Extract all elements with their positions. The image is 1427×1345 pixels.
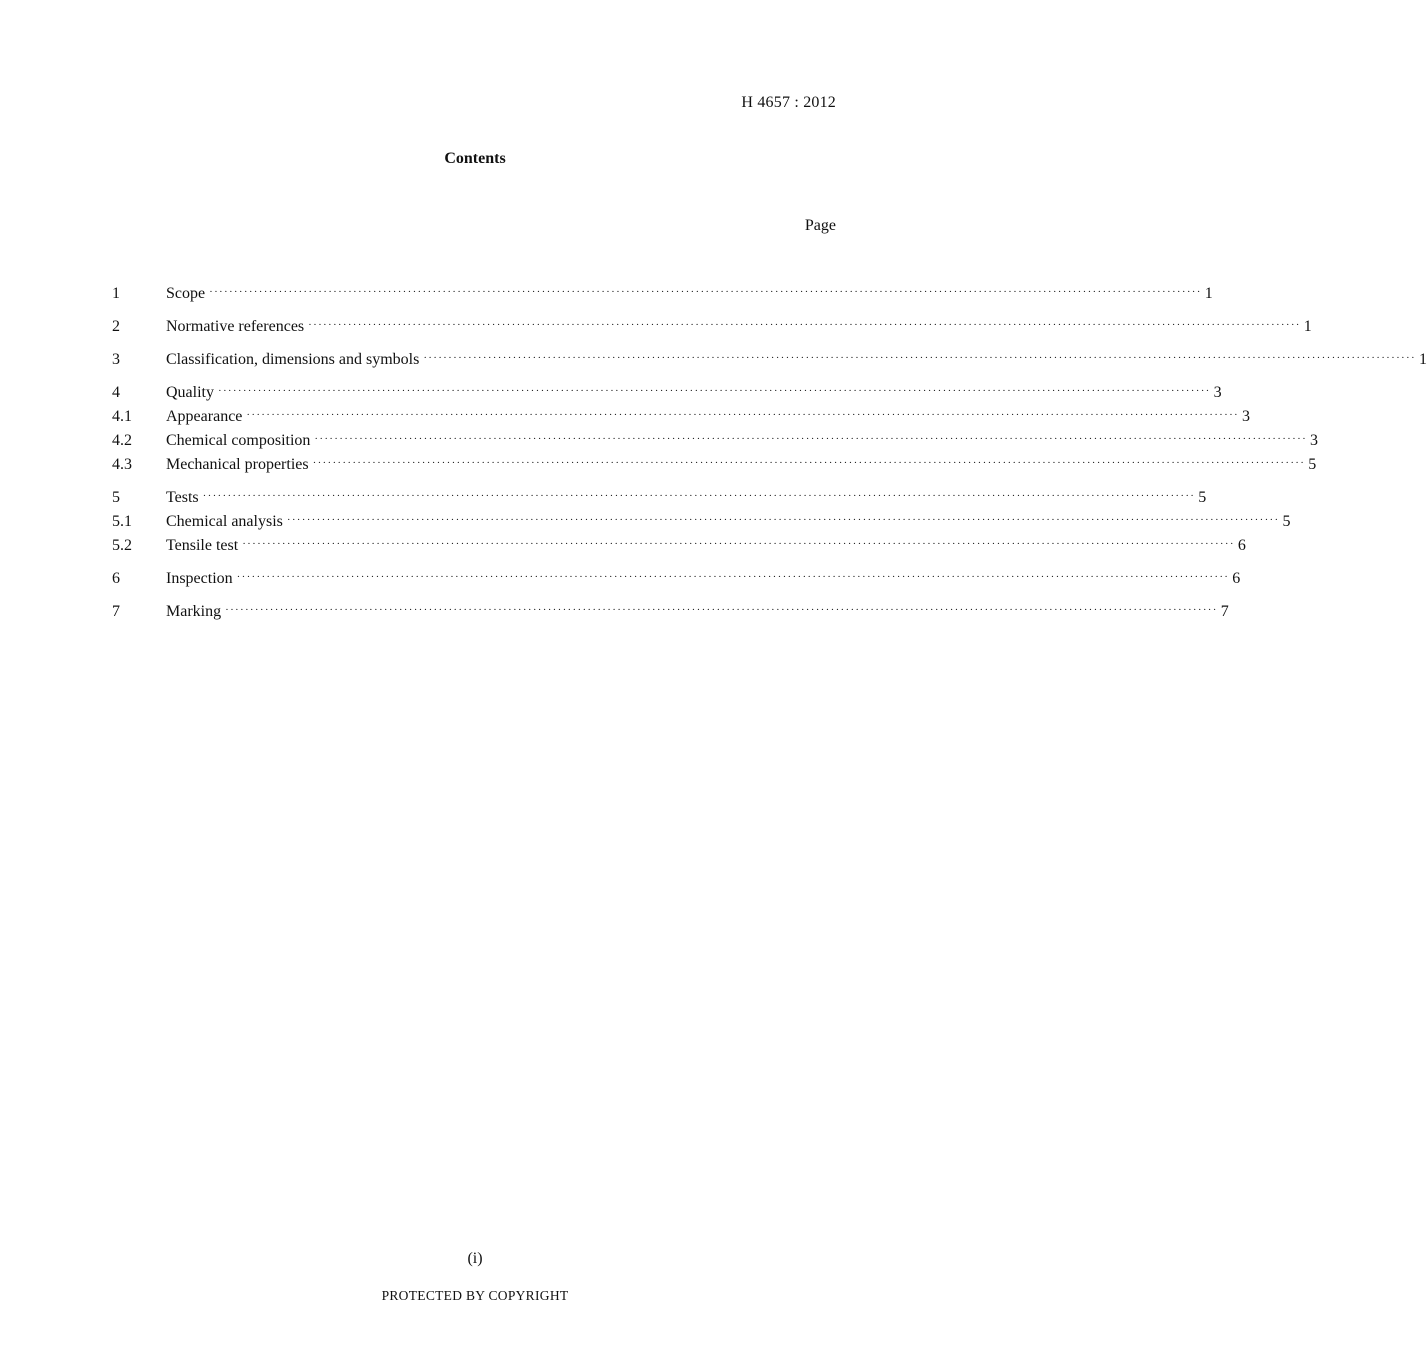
toc-entry[interactable] — [112, 429, 1319, 453]
toc-entry-page: 5 — [1198, 489, 1207, 506]
table-of-contents — [112, 282, 1427, 633]
toc-entry-number: 4.1 — [112, 408, 132, 425]
toc-entry-number: 7 — [112, 603, 120, 620]
toc-entry-page: 5 — [1282, 513, 1291, 530]
toc-entry-page: 1 — [1204, 285, 1213, 302]
toc-entry-number: 3 — [112, 351, 120, 368]
toc-dot-leader: ········································································································································································································ — [236, 571, 1230, 583]
document-number: H 4657 : 2012 — [741, 94, 836, 111]
toc-dot-leader: ········································································································································································································ — [314, 433, 1308, 445]
toc-entry-title: Classification, dimensions and symbols — [166, 351, 420, 368]
toc-entry[interactable] — [112, 510, 1291, 534]
toc-entry-title: Chemical analysis — [166, 513, 283, 530]
toc-entry-number: 5.2 — [112, 537, 132, 554]
toc-entry[interactable] — [112, 348, 1427, 372]
toc-entry-page: 6 — [1232, 570, 1241, 587]
toc-entry-title: Tensile test — [166, 537, 239, 554]
toc-entry[interactable] — [112, 486, 1207, 510]
toc-entry-title: Mechanical properties — [166, 456, 309, 473]
toc-dot-leader: ········································································································································································································ — [312, 457, 1306, 469]
toc-dot-leader: ········································································································································································································ — [202, 490, 1196, 502]
toc-entry-title: Normative references — [166, 318, 305, 335]
toc-group — [112, 315, 1312, 339]
toc-entry-page: 5 — [1308, 456, 1317, 473]
toc-dot-leader: ········································································································································································································ — [225, 604, 1218, 616]
toc-entry-number: 6 — [112, 570, 120, 587]
toc-entry-page: 3 — [1242, 408, 1251, 425]
toc-dot-leader: ········································································································································································································ — [308, 319, 1301, 331]
toc-group — [112, 348, 1427, 372]
toc-entry-title: Chemical composition — [166, 432, 311, 449]
toc-entry-title: Quality — [166, 384, 214, 401]
toc-entry[interactable] — [112, 405, 1251, 429]
toc-group — [112, 567, 1241, 591]
toc-entry-title: Inspection — [166, 570, 233, 587]
page-column-label: Page — [804, 217, 836, 234]
toc-group — [112, 282, 1213, 306]
toc-entry[interactable] — [112, 567, 1241, 591]
toc-dot-leader: ········································································································································································································ — [218, 385, 1211, 397]
toc-entry[interactable] — [112, 600, 1229, 624]
toc-dot-leader: ········································································································································································································ — [423, 352, 1416, 364]
toc-entry-page: 3 — [1213, 384, 1222, 401]
toc-group — [112, 600, 1229, 624]
page-title: Contents — [444, 150, 506, 167]
toc-entry-page: 3 — [1310, 432, 1319, 449]
toc-entry-number: 1 — [112, 285, 120, 302]
toc-entry-page: 6 — [1237, 537, 1246, 554]
toc-entry-title: Scope — [166, 285, 206, 302]
toc-entry[interactable] — [112, 282, 1213, 306]
toc-entry-page: 1 — [1303, 318, 1312, 335]
toc-entry-number: 2 — [112, 318, 120, 335]
toc-group — [112, 381, 1319, 477]
toc-entry-page: 7 — [1220, 603, 1229, 620]
toc-entry-number: 5.1 — [112, 513, 132, 530]
toc-entry-title: Marking — [166, 603, 222, 620]
page-number: (i) — [467, 1250, 483, 1267]
toc-entry[interactable] — [112, 534, 1246, 558]
toc-dot-leader: ········································································································································································································ — [286, 514, 1280, 526]
toc-entry-number: 4 — [112, 384, 120, 401]
toc-entry-number: 4.3 — [112, 456, 132, 473]
toc-entry[interactable] — [112, 381, 1222, 405]
copyright-notice: PROTECTED BY COPYRIGHT — [381, 1288, 569, 1303]
toc-entry-title: Tests — [166, 489, 199, 506]
toc-dot-leader: ········································································································································································································ — [246, 409, 1240, 421]
toc-group — [112, 486, 1291, 558]
toc-entry-title: Appearance — [166, 408, 243, 425]
toc-dot-leader: ········································································································································································································ — [209, 286, 1202, 298]
toc-entry-page: 1 — [1418, 351, 1427, 368]
toc-dot-leader: ········································································································································································································ — [242, 538, 1235, 550]
toc-entry-number: 4.2 — [112, 432, 132, 449]
toc-entry[interactable] — [112, 453, 1317, 477]
toc-entry[interactable] — [112, 315, 1312, 339]
toc-entry-number: 5 — [112, 489, 120, 506]
